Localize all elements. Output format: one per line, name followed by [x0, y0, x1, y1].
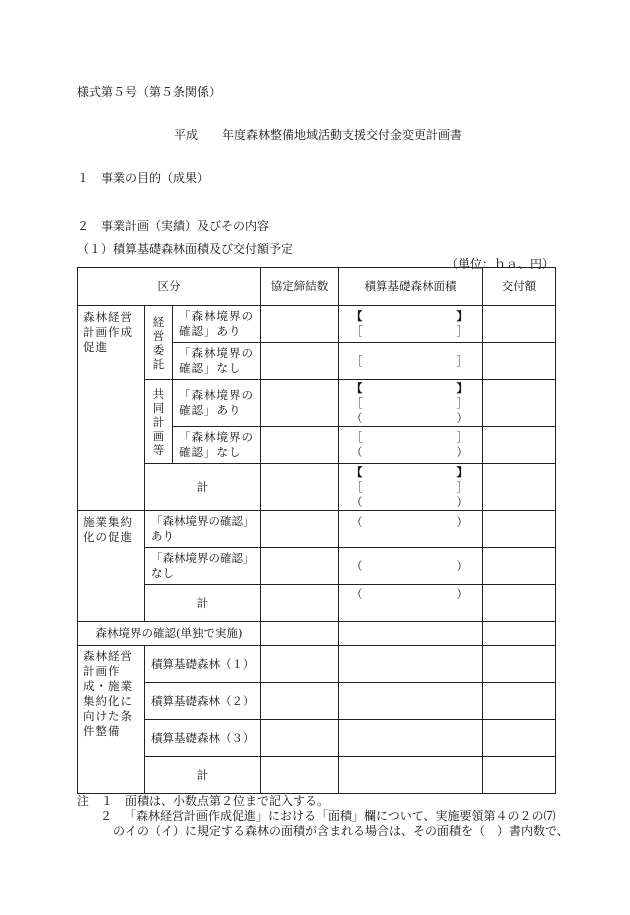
g1a-with-label: 「森林境界の確認」あり [173, 306, 261, 343]
sub-a-cell [145, 306, 173, 380]
g3-total-area[interactable] [339, 757, 483, 794]
g1a-with-amount[interactable] [483, 306, 556, 343]
title-main: 年度森林整備地域活動支援交付金変更計画書 [222, 128, 463, 142]
group2-label-cell [78, 511, 145, 622]
sub-a-label: 経営委託 [152, 314, 165, 371]
form-number: 様式第５号（第５条関係） [77, 85, 222, 99]
sub-b-label: 共同計画等 [152, 386, 165, 457]
g2-total-label: 計 [145, 585, 261, 622]
note-2-text: 「森林経営計画作成促進」における「面積」欄について、実施要領第４の２の⑺ [124, 809, 556, 823]
g1b-with-area[interactable]: 【 】 ［ ］ （ ） [339, 380, 483, 427]
g2-total-amount[interactable] [483, 585, 556, 622]
g1a-without-label: 「森林境界の確認」なし [173, 343, 261, 380]
g1b-with-label: 「森林境界の確認」あり [173, 380, 261, 427]
g1b-without-amount[interactable] [483, 427, 556, 464]
g1a-without-amount[interactable] [483, 343, 556, 380]
g1b-with-agreements[interactable] [261, 380, 339, 427]
g1b-without-area[interactable]: ［ ］ （ ） [339, 427, 483, 464]
title-era: 平成 [174, 128, 199, 142]
g3-row1-agreements[interactable] [261, 646, 339, 683]
g2-without-agreements[interactable] [261, 548, 339, 585]
header-area: 積算基礎森林面積 [339, 268, 483, 306]
g1-total-area[interactable]: 【 】 ［ ］ （ ） [339, 464, 483, 511]
g1a-with-agreements[interactable] [261, 306, 339, 343]
header-agreements: 協定締結数 [261, 268, 339, 306]
g1-total-label: 計 [145, 464, 261, 511]
g1b-without-agreements[interactable] [261, 427, 339, 464]
group1-label-cell [78, 306, 145, 511]
g3-row1-amount[interactable] [483, 646, 556, 683]
g3-row2-agreements[interactable] [261, 683, 339, 720]
subsection-heading: （１）積算基礎森林面積及び交付額予定 [77, 242, 294, 256]
header-category: 区分 [78, 268, 261, 306]
header-amount: 交付額 [483, 268, 556, 306]
g2-with-amount[interactable] [483, 511, 556, 548]
g2-total-area[interactable]: （ ） [339, 585, 483, 622]
note-2-continued: のイの（イ）に規定する森林の面積が含まれる場合は、その面積を（ ）書内数で、 [113, 824, 569, 838]
group3-label: 森林経営計画作成・施業集約化に向けた条件整備 [83, 649, 133, 738]
g2-with-area[interactable]: （ ） [339, 511, 483, 548]
note-2-number: ２ [100, 809, 113, 823]
group3-label-cell [78, 646, 145, 794]
g1-total-agreements[interactable] [261, 464, 339, 511]
g2-without-area[interactable]: （ ） [339, 548, 483, 585]
g3-row3-label: 積算基礎森林（３） [145, 720, 261, 757]
g3-total-amount[interactable] [483, 757, 556, 794]
document-title [174, 126, 462, 143]
standalone-area[interactable] [339, 622, 483, 646]
section-1-heading: １ 事業の目的（成果） [77, 171, 210, 185]
note-1-number: 注 １ [77, 794, 114, 808]
g3-row3-agreements[interactable] [261, 720, 339, 757]
group1-label: 森林経営計画作成促進 [83, 310, 133, 354]
g3-row3-area[interactable] [339, 720, 483, 757]
g1-total-amount[interactable] [483, 464, 556, 511]
g3-row1-label: 積算基礎森林（１） [145, 646, 261, 683]
g2-with-agreements[interactable] [261, 511, 339, 548]
g1a-without-area[interactable]: ［ ］ [339, 343, 483, 380]
g2-without-label: 「森林境界の確認」なし [145, 548, 261, 585]
sub-b-cell [145, 380, 173, 464]
g1b-without-label: 「森林境界の確認」なし [173, 427, 261, 464]
standalone-label: 森林境界の確認(単独で実施) [78, 622, 261, 646]
group2-label: 施業集約化の促進 [83, 515, 133, 544]
g3-total-agreements[interactable] [261, 757, 339, 794]
g1a-with-area[interactable]: 【 】 ［ ］ [339, 306, 483, 343]
g3-row2-amount[interactable] [483, 683, 556, 720]
g2-without-amount[interactable] [483, 548, 556, 585]
g2-total-agreements[interactable] [261, 585, 339, 622]
section-2-heading: ２ 事業計画（実績）及びその内容 [77, 219, 270, 233]
g3-total-label: 計 [145, 757, 261, 794]
g3-row2-area[interactable] [339, 683, 483, 720]
budget-table [77, 267, 556, 794]
g1a-without-agreements[interactable] [261, 343, 339, 380]
g3-row2-label: 積算基礎森林（２） [145, 683, 261, 720]
note-1-text: 面積は、小数点第２位まで記入する。 [125, 794, 330, 808]
unit-label: （単位：ｈａ、円） [446, 257, 555, 271]
g3-row1-area[interactable] [339, 646, 483, 683]
g2-with-label: 「森林境界の確認」あり [145, 511, 261, 548]
standalone-amount[interactable] [483, 622, 556, 646]
g3-row3-amount[interactable] [483, 720, 556, 757]
standalone-agreements[interactable] [261, 622, 339, 646]
g1b-with-amount[interactable] [483, 380, 556, 427]
